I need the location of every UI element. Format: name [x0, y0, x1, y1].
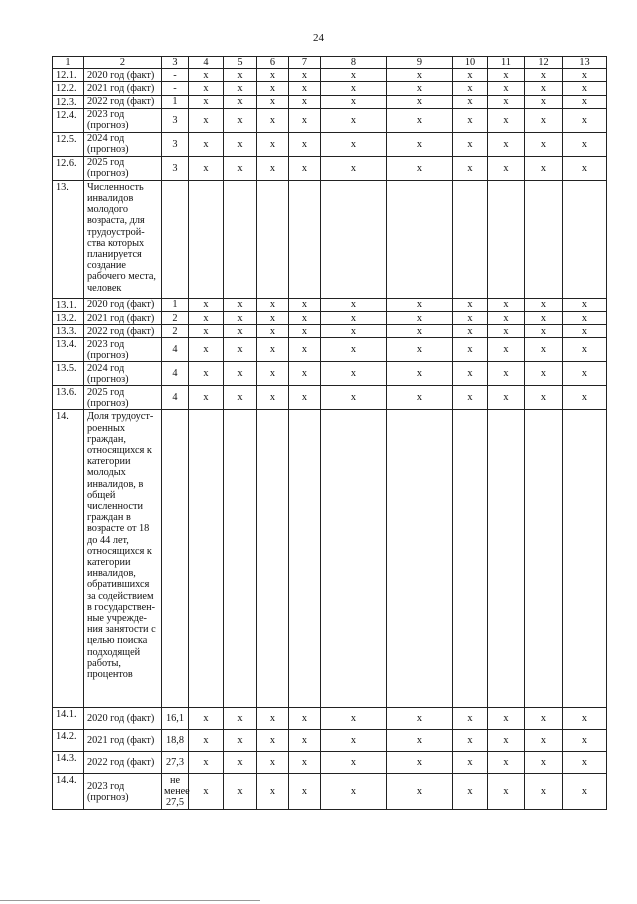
mark-cell: x	[387, 338, 453, 362]
mark-cell: x	[488, 298, 525, 311]
mark-cell	[289, 410, 321, 708]
mark-cell: x	[289, 708, 321, 730]
mark-cell: x	[488, 312, 525, 325]
mark-cell: x	[257, 774, 289, 810]
header-cell: 5	[224, 57, 257, 69]
mark-cell	[488, 410, 525, 708]
mark-cell: x	[453, 325, 488, 338]
row-label: 2022 год (факт)	[84, 752, 162, 774]
mark-cell: x	[189, 95, 224, 108]
mark-cell: x	[453, 108, 488, 132]
bottom-rule	[0, 900, 260, 901]
mark-cell: x	[387, 708, 453, 730]
mark-cell: x	[289, 312, 321, 325]
header-cell: 8	[321, 57, 387, 69]
mark-cell: x	[289, 774, 321, 810]
value-cell: не менее 27,5	[162, 774, 189, 810]
mark-cell: x	[563, 95, 607, 108]
mark-cell: x	[525, 362, 563, 386]
mark-cell: x	[387, 69, 453, 82]
mark-cell: x	[453, 82, 488, 95]
row-number: 14.	[53, 410, 84, 708]
mark-cell: x	[321, 752, 387, 774]
mark-cell: x	[224, 362, 257, 386]
mark-cell	[453, 180, 488, 298]
header-cell: 11	[488, 57, 525, 69]
mark-cell: x	[387, 362, 453, 386]
mark-cell: x	[189, 132, 224, 156]
row-label: Доля трудоуст-роенных граждан, относящихся к категории молодых инвалидов, в общей численности граждан в возрасте от 18 до 44 лет, относящихся к категории инвалидов, обратившихся за содействием в государствен-ные учрежде-ния занятости с целью поиска подходящей работы, процентов	[84, 410, 162, 708]
table-row	[53, 338, 607, 362]
mark-cell: x	[321, 82, 387, 95]
header-cell: 3	[162, 57, 189, 69]
mark-cell	[387, 180, 453, 298]
mark-cell: x	[488, 156, 525, 180]
page-number: 24	[313, 32, 324, 44]
mark-cell: x	[488, 386, 525, 410]
value-cell: -	[162, 69, 189, 82]
header-cell: 10	[453, 57, 488, 69]
header-cell: 1	[53, 57, 84, 69]
table-row	[53, 156, 607, 180]
mark-cell: x	[525, 156, 563, 180]
mark-cell: x	[563, 325, 607, 338]
mark-cell: x	[387, 298, 453, 311]
mark-cell: x	[525, 338, 563, 362]
mark-cell: x	[563, 708, 607, 730]
row-label: 2020 год (факт)	[84, 708, 162, 730]
mark-cell: x	[453, 338, 488, 362]
header-cell: 6	[257, 57, 289, 69]
mark-cell: x	[387, 325, 453, 338]
mark-cell: x	[321, 774, 387, 810]
mark-cell: x	[488, 325, 525, 338]
mark-cell: x	[257, 69, 289, 82]
value-cell: 1	[162, 95, 189, 108]
mark-cell: x	[224, 95, 257, 108]
row-number: 13.6.	[53, 386, 84, 410]
mark-cell: x	[387, 774, 453, 810]
row-label: 2025 год (прогноз)	[84, 156, 162, 180]
mark-cell: x	[289, 82, 321, 95]
mark-cell	[257, 180, 289, 298]
header-cell: 13	[563, 57, 607, 69]
mark-cell: x	[257, 338, 289, 362]
mark-cell: x	[488, 362, 525, 386]
row-number: 12.2.	[53, 82, 84, 95]
mark-cell: x	[387, 312, 453, 325]
mark-cell	[257, 410, 289, 708]
mark-cell: x	[453, 69, 488, 82]
row-number: 12.4.	[53, 108, 84, 132]
mark-cell	[453, 410, 488, 708]
table-row	[53, 752, 607, 774]
mark-cell: x	[563, 132, 607, 156]
mark-cell: x	[321, 362, 387, 386]
table-row	[53, 95, 607, 108]
mark-cell: x	[189, 708, 224, 730]
mark-cell	[525, 180, 563, 298]
mark-cell: x	[257, 325, 289, 338]
mark-cell	[488, 180, 525, 298]
table-row	[53, 312, 607, 325]
mark-cell: x	[321, 95, 387, 108]
mark-cell: x	[525, 386, 563, 410]
row-number: 14.2.	[53, 730, 84, 752]
mark-cell: x	[289, 338, 321, 362]
mark-cell: x	[224, 386, 257, 410]
mark-cell: x	[224, 752, 257, 774]
mark-cell: x	[257, 362, 289, 386]
row-label: 2020 год (факт)	[84, 69, 162, 82]
mark-cell: x	[289, 730, 321, 752]
row-number: 12.1.	[53, 69, 84, 82]
mark-cell: x	[257, 156, 289, 180]
row-label: 2021 год (факт)	[84, 82, 162, 95]
row-label: 2023 год (прогноз)	[84, 108, 162, 132]
table-row	[53, 325, 607, 338]
mark-cell	[289, 180, 321, 298]
value-cell: 2	[162, 312, 189, 325]
row-label: 2021 год (факт)	[84, 730, 162, 752]
table-row	[53, 132, 607, 156]
mark-cell: x	[387, 132, 453, 156]
row-label: 2023 год (прогноз)	[84, 338, 162, 362]
mark-cell: x	[224, 325, 257, 338]
row-label: 2024 год (прогноз)	[84, 132, 162, 156]
mark-cell: x	[257, 82, 289, 95]
row-number: 14.4.	[53, 774, 84, 810]
mark-cell: x	[525, 298, 563, 311]
mark-cell: x	[321, 730, 387, 752]
mark-cell: x	[387, 752, 453, 774]
table-row	[53, 82, 607, 95]
mark-cell: x	[453, 312, 488, 325]
mark-cell: x	[257, 312, 289, 325]
mark-cell: x	[189, 730, 224, 752]
mark-cell: x	[525, 752, 563, 774]
mark-cell: x	[525, 95, 563, 108]
mark-cell: x	[563, 752, 607, 774]
header-cell: 7	[289, 57, 321, 69]
mark-cell: x	[488, 708, 525, 730]
mark-cell: x	[189, 362, 224, 386]
row-number: 14.3.	[53, 752, 84, 774]
mark-cell	[321, 180, 387, 298]
mark-cell: x	[488, 82, 525, 95]
value-cell: -	[162, 82, 189, 95]
mark-cell: x	[525, 730, 563, 752]
mark-cell: x	[488, 95, 525, 108]
mark-cell: x	[189, 312, 224, 325]
mark-cell: x	[321, 132, 387, 156]
mark-cell: x	[453, 708, 488, 730]
mark-cell: x	[525, 774, 563, 810]
mark-cell: x	[189, 156, 224, 180]
row-label: 2025 год (прогноз)	[84, 386, 162, 410]
mark-cell: x	[224, 774, 257, 810]
header-row	[53, 57, 607, 69]
header-cell: 12	[525, 57, 563, 69]
row-label: 2021 год (факт)	[84, 312, 162, 325]
row-label: 2022 год (факт)	[84, 325, 162, 338]
mark-cell: x	[453, 132, 488, 156]
mark-cell: x	[387, 95, 453, 108]
mark-cell: x	[257, 386, 289, 410]
row-label: 2022 год (факт)	[84, 95, 162, 108]
mark-cell: x	[321, 386, 387, 410]
mark-cell: x	[563, 362, 607, 386]
value-cell: 3	[162, 132, 189, 156]
mark-cell: x	[525, 82, 563, 95]
mark-cell: x	[525, 325, 563, 338]
mark-cell: x	[453, 95, 488, 108]
mark-cell: x	[321, 108, 387, 132]
mark-cell: x	[453, 730, 488, 752]
mark-cell: x	[387, 730, 453, 752]
mark-cell: x	[488, 108, 525, 132]
table-row	[53, 108, 607, 132]
indicators-table	[52, 56, 607, 810]
mark-cell: x	[289, 752, 321, 774]
mark-cell: x	[257, 752, 289, 774]
row-label: 2024 год (прогноз)	[84, 362, 162, 386]
mark-cell: x	[453, 386, 488, 410]
mark-cell: x	[563, 108, 607, 132]
mark-cell: x	[387, 82, 453, 95]
mark-cell: x	[289, 362, 321, 386]
table-row	[53, 386, 607, 410]
mark-cell: x	[289, 95, 321, 108]
row-label: Численность инвалидов молодого возраста, для трудоустрой-ства которых планируется создание рабочего места, человек	[84, 180, 162, 298]
mark-cell: x	[563, 82, 607, 95]
mark-cell	[224, 410, 257, 708]
mark-cell: x	[563, 338, 607, 362]
mark-cell: x	[563, 774, 607, 810]
mark-cell: x	[257, 730, 289, 752]
header-cell: 4	[189, 57, 224, 69]
row-label: 2020 год (факт)	[84, 298, 162, 311]
table-row	[53, 708, 607, 730]
mark-cell: x	[224, 69, 257, 82]
mark-cell	[224, 180, 257, 298]
mark-cell: x	[189, 338, 224, 362]
mark-cell	[189, 410, 224, 708]
mark-cell: x	[224, 82, 257, 95]
mark-cell: x	[563, 156, 607, 180]
mark-cell: x	[453, 752, 488, 774]
mark-cell: x	[257, 108, 289, 132]
mark-cell: x	[257, 708, 289, 730]
mark-cell: x	[453, 298, 488, 311]
value-cell: 16,1	[162, 708, 189, 730]
mark-cell: x	[525, 132, 563, 156]
mark-cell: x	[257, 132, 289, 156]
mark-cell: x	[321, 338, 387, 362]
mark-cell: x	[488, 338, 525, 362]
mark-cell: x	[321, 312, 387, 325]
mark-cell: x	[525, 108, 563, 132]
mark-cell: x	[488, 774, 525, 810]
mark-cell: x	[563, 69, 607, 82]
mark-cell	[189, 180, 224, 298]
mark-cell: x	[224, 108, 257, 132]
mark-cell: x	[289, 132, 321, 156]
mark-cell: x	[224, 708, 257, 730]
value-cell: 3	[162, 156, 189, 180]
mark-cell: x	[224, 312, 257, 325]
mark-cell: x	[224, 298, 257, 311]
mark-cell: x	[224, 730, 257, 752]
mark-cell: x	[488, 132, 525, 156]
mark-cell: x	[321, 708, 387, 730]
row-number: 13.3.	[53, 325, 84, 338]
value-cell: 3	[162, 108, 189, 132]
mark-cell: x	[387, 108, 453, 132]
value-cell: 2	[162, 325, 189, 338]
table-row	[53, 730, 607, 752]
mark-cell: x	[189, 108, 224, 132]
row-number: 13.5.	[53, 362, 84, 386]
mark-cell: x	[563, 298, 607, 311]
value-cell: 1	[162, 298, 189, 311]
mark-cell: x	[321, 325, 387, 338]
mark-cell: x	[289, 108, 321, 132]
mark-cell: x	[453, 362, 488, 386]
mark-cell: x	[224, 338, 257, 362]
mark-cell	[321, 410, 387, 708]
value-cell: 18,8	[162, 730, 189, 752]
mark-cell: x	[525, 69, 563, 82]
value-cell: 4	[162, 386, 189, 410]
row-label: 2023 год (прогноз)	[84, 774, 162, 810]
mark-cell: x	[189, 386, 224, 410]
mark-cell: x	[387, 156, 453, 180]
header-cell: 2	[84, 57, 162, 69]
mark-cell: x	[321, 69, 387, 82]
mark-cell: x	[563, 312, 607, 325]
mark-cell: x	[189, 69, 224, 82]
row-number: 14.1.	[53, 708, 84, 730]
mark-cell: x	[488, 752, 525, 774]
mark-cell: x	[189, 325, 224, 338]
mark-cell: x	[189, 774, 224, 810]
value-cell	[162, 410, 189, 708]
mark-cell: x	[488, 69, 525, 82]
row-number: 13.	[53, 180, 84, 298]
mark-cell: x	[321, 156, 387, 180]
mark-cell	[563, 180, 607, 298]
table-row	[53, 180, 607, 298]
mark-cell: x	[257, 298, 289, 311]
mark-cell: x	[189, 82, 224, 95]
row-number: 12.3.	[53, 95, 84, 108]
mark-cell: x	[289, 386, 321, 410]
mark-cell: x	[453, 774, 488, 810]
row-number: 13.4.	[53, 338, 84, 362]
mark-cell: x	[488, 730, 525, 752]
mark-cell: x	[563, 386, 607, 410]
mark-cell	[525, 410, 563, 708]
mark-cell: x	[525, 708, 563, 730]
mark-cell: x	[289, 156, 321, 180]
mark-cell: x	[525, 312, 563, 325]
value-cell	[162, 180, 189, 298]
mark-cell	[387, 410, 453, 708]
value-cell: 4	[162, 362, 189, 386]
mark-cell: x	[257, 95, 289, 108]
header-cell: 9	[387, 57, 453, 69]
mark-cell: x	[563, 730, 607, 752]
table-row	[53, 774, 607, 810]
row-number: 13.1.	[53, 298, 84, 311]
value-cell: 27,3	[162, 752, 189, 774]
table-row	[53, 410, 607, 708]
mark-cell: x	[224, 132, 257, 156]
table-row	[53, 298, 607, 311]
table-row	[53, 69, 607, 82]
mark-cell: x	[289, 69, 321, 82]
mark-cell: x	[189, 298, 224, 311]
mark-cell: x	[189, 752, 224, 774]
mark-cell: x	[387, 386, 453, 410]
value-cell: 4	[162, 338, 189, 362]
row-number: 12.6.	[53, 156, 84, 180]
mark-cell: x	[453, 156, 488, 180]
row-number: 13.2.	[53, 312, 84, 325]
mark-cell: x	[289, 298, 321, 311]
table-row	[53, 362, 607, 386]
mark-cell: x	[224, 156, 257, 180]
mark-cell	[563, 410, 607, 708]
mark-cell: x	[321, 298, 387, 311]
mark-cell: x	[289, 325, 321, 338]
row-number: 12.5.	[53, 132, 84, 156]
